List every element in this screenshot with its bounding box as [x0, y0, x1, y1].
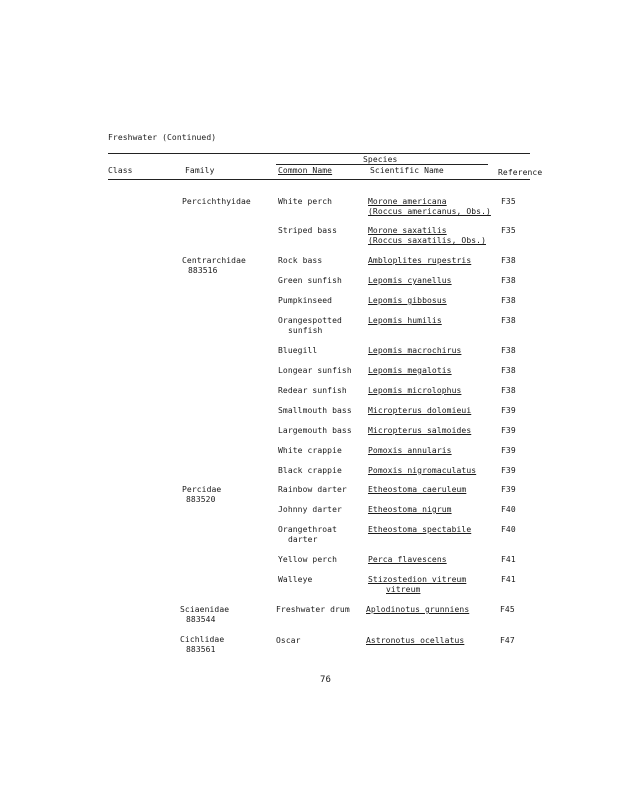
family-name: Centrarchidae [182, 256, 246, 265]
common-name: Largemouth bass [278, 426, 352, 435]
scientific-name: Etheostoma spectabile [368, 525, 472, 534]
reference-code: F35 [501, 197, 516, 206]
scientific-name-synonym: (Roccus saxatilis, Obs.) [368, 236, 486, 245]
reference-code: F41 [501, 575, 516, 584]
common-name: White crappie [278, 446, 342, 455]
reference-code: F39 [501, 466, 516, 475]
reference-code: F40 [501, 505, 516, 514]
family-name: Percichthyidae [182, 197, 251, 206]
column-header-family: Family [185, 166, 215, 175]
family-code: 883544 [186, 615, 216, 624]
common-name: Green sunfish [278, 276, 342, 285]
scientific-name: Lepomis cyanellus [368, 276, 452, 285]
family-name: Cichlidae [180, 635, 225, 644]
scientific-name: Aplodinotus grunniens [366, 605, 470, 614]
scientific-name: Astronotus ocellatus [366, 636, 465, 645]
reference-code: F38 [501, 256, 516, 265]
reference-code: F40 [501, 525, 516, 534]
common-name: Smallmouth bass [278, 406, 352, 415]
reference-code: F35 [501, 226, 516, 235]
common-name: Longear sunfish [278, 366, 352, 375]
scientific-name: Stizostedion vitreum [368, 575, 467, 584]
species-group-rule [276, 164, 488, 165]
reference-code: F39 [501, 426, 516, 435]
reference-code: F38 [501, 346, 516, 355]
common-name: Bluegill [278, 346, 318, 355]
family-code: 883520 [186, 495, 216, 504]
reference-code: F38 [501, 276, 516, 285]
family-name: Sciaenidae [180, 605, 230, 614]
reference-code: F39 [501, 446, 516, 455]
scientific-name: Lepomis macrochirus [368, 346, 462, 355]
common-name: Black crappie [278, 466, 342, 475]
scientific-name: Lepomis humilis [368, 316, 442, 325]
scientific-name: Etheostoma nigrum [368, 505, 452, 514]
common-name-continued: darter [288, 535, 318, 544]
reference-code: F41 [501, 555, 516, 564]
common-name: Johnny darter [278, 505, 342, 514]
reference-code: F38 [501, 386, 516, 395]
reference-code: F47 [500, 636, 515, 645]
reference-code: F39 [501, 485, 516, 494]
family-code: 883516 [188, 266, 218, 275]
scientific-name: Lepomis megalotis [368, 366, 452, 375]
species-group-label: Species [363, 155, 398, 164]
common-name: Redear sunfish [278, 386, 347, 395]
column-header-reference: Reference [498, 168, 543, 177]
scientific-name: Lepomis gibbosus [368, 296, 447, 305]
scientific-name: Ambloplites rupestris [368, 256, 472, 265]
reference-code: F45 [500, 605, 515, 614]
header-bottom-rule [108, 179, 530, 180]
common-name: Yellow perch [278, 555, 337, 564]
common-name: Orangethroat [278, 525, 337, 534]
column-header-scientific-name: Scientific Name [370, 166, 444, 175]
common-name: Orangespotted [278, 316, 342, 325]
reference-code: F38 [501, 316, 516, 325]
scientific-name: Etheostoma caeruleum [368, 485, 467, 494]
column-header-common-name: Common Name [278, 166, 333, 175]
reference-code: F38 [501, 296, 516, 305]
scientific-name: Morone americana [368, 197, 447, 206]
scientific-name: Lepomis microlophus [368, 386, 462, 395]
scientific-name: Pomoxis nigromaculatus [368, 466, 477, 475]
common-name: Rainbow darter [278, 485, 347, 494]
scientific-name-synonym: (Roccus americanus, Obs.) [368, 207, 491, 216]
common-name: Freshwater drum [276, 605, 350, 614]
scientific-name: Morone saxatilis [368, 226, 447, 235]
column-header-class: Class [108, 166, 133, 175]
page-number: 76 [320, 675, 332, 685]
common-name-continued: sunfish [288, 326, 323, 335]
scientific-name: Perca flavescens [368, 555, 447, 564]
scientific-name: Micropterus dolomieui [368, 406, 472, 415]
scientific-name-continued: vitreum [386, 585, 421, 594]
common-name: White perch [278, 197, 333, 206]
header-top-rule [108, 153, 530, 154]
common-name: Pumpkinseed [278, 296, 333, 305]
common-name: Striped bass [278, 226, 337, 235]
common-name: Walleye [278, 575, 313, 584]
family-code: 883561 [186, 645, 216, 654]
family-name: Percidae [182, 485, 222, 494]
scientific-name: Micropterus salmoides [368, 426, 472, 435]
common-name: Rock bass [278, 256, 323, 265]
reference-code: F39 [501, 406, 516, 415]
scientific-name: Pomoxis annularis [368, 446, 452, 455]
common-name: Oscar [276, 636, 301, 645]
reference-code: F38 [501, 366, 516, 375]
page-heading: Freshwater (Continued) [108, 133, 217, 142]
